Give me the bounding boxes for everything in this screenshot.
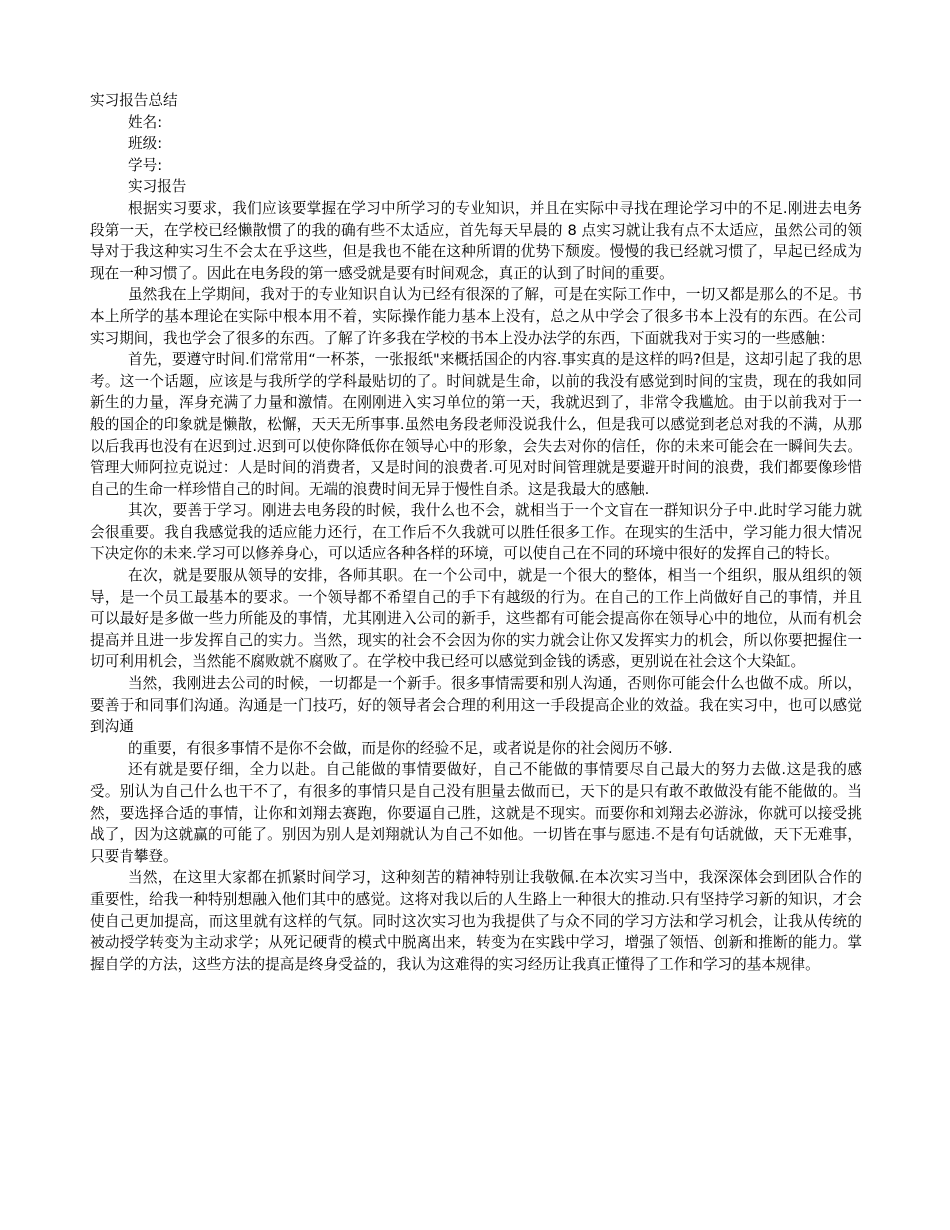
paragraph-communication-cont: 的重要，有很多事情不是你不会做，而是你的经验不足，或者说是你的社会阅历不够.: [128, 739, 673, 757]
paragraph-requirements: 根据实习要求，我们应该要掌握在学习中所学习的专业知识，并且在实际中寻找在理论学习中的不足.刚进去电务段第一天，在学校已经懒散惯了的我的确有些不太适应，首先每天早晨的 8 点实习就让我有点不太适应，虽然公司的领导对于我这种实习生不会太在乎这些，但是我也不能在这种所谓的优势下颓废。慢慢的我已经就习惯了，早起已经成为现在一种习惯了。因此在电务段的第一感受就是要有时间观念，真正的认到了时间的重要。: [90, 199, 862, 282]
paragraph-obedience: 在次，就是要服从领导的安排，各师其职。在一个公司中，就是一个很大的整体，相当一个组织，服从组织的领导，是一个员工最基本的要求。一个领导都不希望自己的手下有越级的行为。在自己的工作上尚做好自己的事情，并且可以最好是多做一些力所能及的事情，尤其刚进入公司的新手，这些都有可能会提高你在领导心中的地位，从而有机会提高并且进一步发挥自己的实力。当然，现实的社会不会因为你的实力就会让你又发挥实力的机会，所以你要把握住一切可利用机会，当然能不腐败就不腐败了。在学校中我已经可以感觉到金钱的诱惑，更别说在社会这个大染缸。: [90, 567, 862, 671]
student-id-field-label: 学号:: [128, 156, 163, 174]
document-page: [90, 90, 862, 975]
paragraph-teamwork: 当然，在这里大家都在抓紧时间学习，这种刻苦的精神特别让我敬佩.在本次实习当中，我深深体会到团队合作的重要性，给我一种特别想融入他们其中的感觉。这将对我以后的人生路上一种很大的推动.只有坚持学习新的知识，才会使自己更加提高，而这里就有这样的气氛。同时这次实习也为我提供了与众不同的学习方法和学习机会，让我从传统的被动授学转变为主动求学；从死记硬背的模式中脱离出来，转变为在实践中学习，增强了领悟、创新和推断的能力。掌握自学的方法，这些方法的提高是终身受益的，我认为这难得的实习经历让我真正懂得了工作和学习的基本规律。: [90, 869, 862, 973]
name-field-label: 姓名:: [128, 113, 163, 131]
class-field-label: 班级:: [128, 135, 163, 153]
paragraph-diligence: 还有就是要仔细，全力以赴。自己能做的事情要做好，自己不能做的事情要尽自己最大的努力去做.这是我的感受。别认为自己什么也干不了，有很多的事情只是自己没有胆量去做而已，天下的是只有敢不敢做没有能不能做的。当然，要选择合适的事情，让你和刘翔去赛跑，你要逼自己胜，这就是不现实。而要你和刘翔去必游泳，你就可以接受挑战了，因为这就赢的可能了。别因为别人是刘翔就认为自己不如他。一切皆在事与愿违.不是有句话就做，天下无难事，只要肯攀登。: [90, 761, 862, 865]
report-heading: 实习报告: [128, 178, 187, 196]
paragraph-learning: 其次，要善于学习。刚进去电务段的时候，我什么也不会，就相当于一个文盲在一群知识分子中.此时学习能力就会很重要。我自我感觉我的适应能力还行，在工作后不久我就可以胜任很多工作。在现实的生活中，学习能力很大情况下决定你的未来.学习可以修养身心，可以适应各种各样的环境，可以使自己在不同的环境中很好的发挥自己的特长。: [90, 502, 862, 563]
document-title: 实习报告总结: [90, 92, 178, 109]
paragraph-study-gap: 虽然我在上学期间，我对于的专业知识自认为已经有很深的了解，可是在实际工作中，一切又都是那么的不足。书本上所学的基本理论在实际中根本用不着，实际操作能力基本上没有，总之从中学会了很多书本上没有的东西。在公司实习期间，我也学会了很多的东西。了解了许多我在学校的书本上没办法学的东西，下面就我对于实习的一些感触：: [90, 286, 862, 347]
paragraph-communication: 当然，我刚进去公司的时候，一切都是一个新手。很多事情需要和别人沟通，否则你可能会什么也做不成。所以，要善于和同事们沟通。沟通是一门技巧，好的领导者会合理的利用这一手段提高企业的效益。我在实习中，也可以感觉到沟通: [90, 675, 862, 736]
paragraph-punctuality: 首先，要遵守时间.们常常用“一杯茶，一张报纸"来概括国企的内容.事实真的是这样的吗?但是，这却引起了我的思考。这一个话题，应该是与我所学的学科最贴切的了。时间就是生命，以前的我没有感觉到时间的宝贵，现在的我如同新生的力量，浑身充满了力量和激情。在刚刚进入实习单位的第一天，我就迟到了，非常令我尴尬。由于以前我对于一般的国企的印象就是懒散，松懈，天天无所事事.虽然电务段老师没说我什么，但是我可以感觉到老总对我的不满，从那以后我再也没有在迟到过.迟到可以使你降低你在领导心中的形象，会失去对你的信任，你的未来可能会在一瞬间失去。管理大师阿拉克说过：人是时间的消费者，又是时间的浪费者.可见对时间管理就是要避开时间的浪费，我们都要像珍惜自己的生命一样珍惜自己的时间。无端的浪费时间无异于慢性自杀。这是我最大的感触.: [90, 351, 862, 498]
